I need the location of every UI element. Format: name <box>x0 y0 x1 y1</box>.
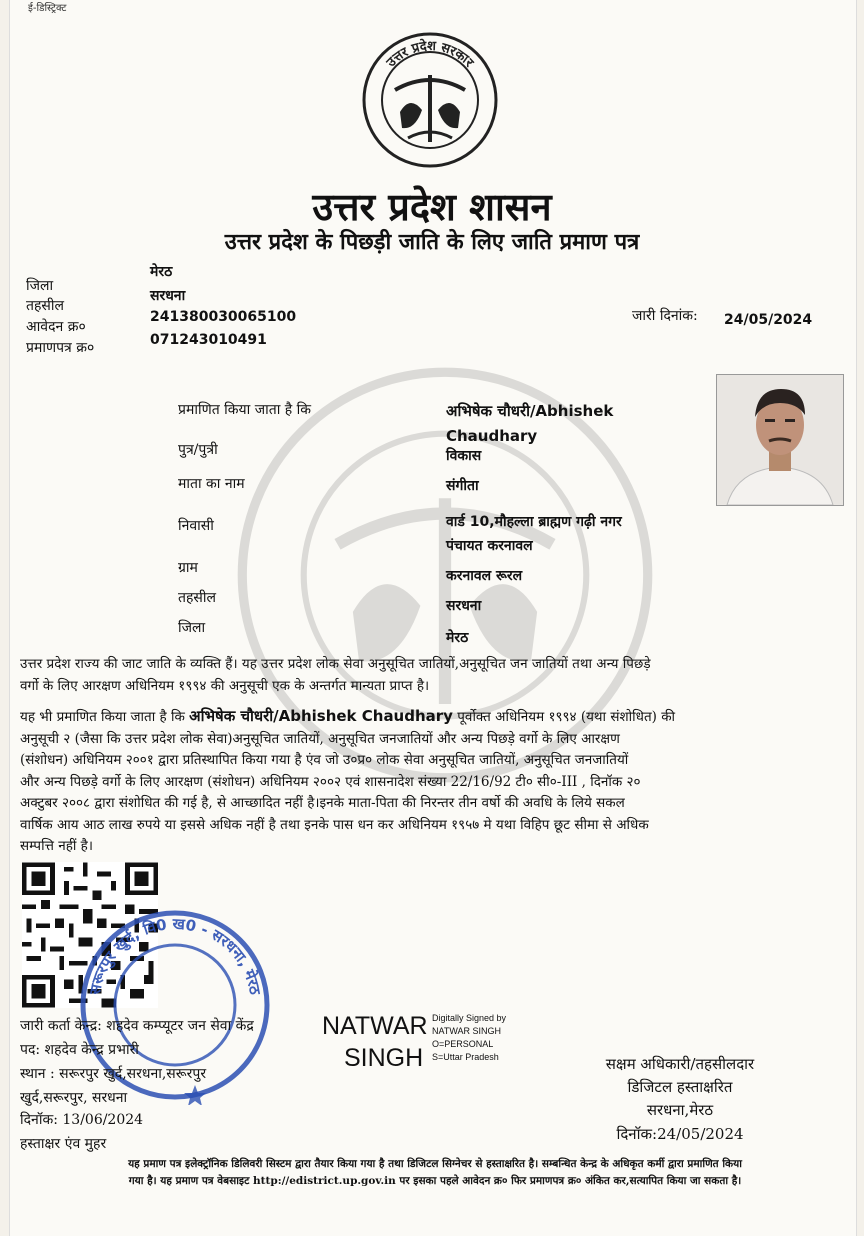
detail-tehsil-value: सरधना <box>446 598 482 614</box>
resident-label: निवासी <box>178 518 214 534</box>
issuer-date: दिनॉक: 13/06/2024 <box>20 1112 144 1128</box>
dsig-line-2: NATWAR SINGH <box>432 1026 501 1036</box>
para2-line-1 <box>20 706 846 729</box>
issue-date-value: 24/05/2024 <box>724 312 813 328</box>
digital-sign-name-1: NATWAR <box>322 1012 428 1040</box>
svg-text:सरूरपुर खुर्द, वि0 ख0 - सरधना, <box>86 915 265 997</box>
para2-line-5: अक्टुबर २००८ द्वारा संशोधित की गई है, से आच्छादित नहीं है।इनके माता-पिता की निरन्तर तीन वर्षो की अवधि के लिये सकल <box>20 795 625 811</box>
top-mark: ई-डिस्ट्रिक्ट <box>28 3 67 14</box>
detail-tehsil-label: तहसील <box>178 590 216 606</box>
authority-title: सक्षम अधिकारी/तहसीलदार <box>605 1055 755 1073</box>
digital-sign-name-2: SINGH <box>344 1044 424 1072</box>
caste-line-1: उत्तर प्रदेश राज्य की जाट जाति के व्यक्ति हैं। यह उत्तर प्रदेश लोक सेवा अनुसूचित जातियों,अनुसूचित जन जातियों तथा अन्य पिछड़े <box>20 656 651 672</box>
intro-label: प्रमाणित किया जाता है कि <box>178 402 312 418</box>
caste-line-2: वर्गो के लिए आरक्षण अधिनियम १९९४ की अनुसूची एक के अन्तर्गत मान्यता प्राप्त है। <box>20 677 430 694</box>
caste-paragraph <box>20 654 846 697</box>
mother-label: माता का नाम <box>178 476 245 492</box>
application-value: 241380030065100 <box>150 309 297 325</box>
applicant-photo <box>716 374 844 506</box>
footer-line-1: यह प्रमाण पत्र इलेक्ट्रॉनिक डिलिवरी सिस्टम द्वारा तैयार किया गया है तथा डिजिटल सिग्नेचर से हस्ताक्षरित है। सम्बन्धित केन्द्र के अधिकृत कर्मी द्वारा प्रमाणित किया <box>128 1158 742 1170</box>
para2-name: अभिषेक चौधरी/Abhishek Chaudhary <box>189 707 453 725</box>
certificate-label: प्रमाणपत्र क्र० <box>26 340 95 356</box>
issue-date-label: जारी दिनांक: <box>632 308 698 324</box>
mother-value: संगीता <box>446 478 479 494</box>
creamy-layer-paragraph <box>20 706 846 858</box>
village-label: ग्राम <box>178 560 198 576</box>
certificate-value: 071243010491 <box>150 332 267 348</box>
father-label: पुत्र/पुत्री <box>178 442 218 458</box>
issuer-sign: हस्ताक्षर एंव मुहर <box>20 1136 107 1152</box>
para2-line-7: सम्पत्ति नहीं है। <box>20 838 93 854</box>
dsig-line-4: S=Uttar Pradesh <box>432 1052 499 1062</box>
authority-place: सरधना,मेरठ <box>646 1101 714 1119</box>
dsig-line-3: O=PERSONAL <box>432 1039 494 1049</box>
issuer-place-2: खुर्द,सरूरपुर, सरधना <box>20 1090 128 1106</box>
name-value: अभिषेक चौधरी/Abhishek Chaudhary <box>446 402 614 445</box>
emblem-text: उत्तर प्रदेश सरकार <box>383 38 477 71</box>
para2-line-3: (संशोधन) अधिनियम २००१ द्वारा प्रतिस्थापित किया गया है एंव जो उ०प्र० लोक सेवा अनुसूचित जातियों, अनुसूचित जनजातियों <box>20 752 629 768</box>
authority-date: दिनॉक:24/05/2024 <box>616 1125 744 1143</box>
district-value: मेरठ <box>150 264 173 280</box>
up-emblem-icon <box>360 30 500 170</box>
detail-district-value: मेरठ <box>446 630 469 646</box>
para2-line1-post: पूर्वोक्त अधिनियम १९९४ (यथा संशोधित) की <box>457 709 676 725</box>
resident-value-2: पंचायत करनावल <box>446 538 533 554</box>
para2-line-6: वार्षिक आय आठ लाख रुपये या इससे अधिक नहीं है तथा इनके पास धन कर अधिनियम १९५७ मे यथा विहिप छूट सीमा से अधिक <box>20 816 649 833</box>
authority-sign: डिजिटल हस्ताक्षरित <box>627 1078 733 1096</box>
para2-line-4: और अन्य पिछड़े वर्गो के लिए आरक्षण (संशोधन) अधिनियम २००२ एवं शासनादेश संख्या 22/16/92 टी० सी०-III , दिनॉक २० <box>20 773 641 790</box>
footer-note <box>40 1156 830 1190</box>
tehsil-value: सरधना <box>150 288 186 304</box>
page-subtitle: उत्तर प्रदेश के पिछड़ी जाति के लिए जाति प्रमाण पत्र <box>224 229 640 255</box>
tehsil-label: तहसील <box>26 298 64 314</box>
para2-line1-pre: यह भी प्रमाणित किया जाता है कि <box>20 709 185 725</box>
dsig-line-1: Digitally Signed by <box>432 1013 507 1023</box>
footer-line-2: गया है। यह प्रमाण पत्र वेबसाइट http://edistrict.up.gov.in पर इसका पहले आवेदन क्र० फिर प्रमाणपत्र क्र० अंकित कर,सत्यापित किया जा सकता है। <box>128 1175 742 1187</box>
page-title: उत्तर प्रदेश शासन <box>312 184 552 229</box>
application-label: आवेदन क्र० <box>26 319 86 335</box>
father-value: विकास <box>446 448 482 464</box>
district-label: जिला <box>26 278 54 294</box>
issuer-centre: जारी कर्ता केन्द्र: शहदेव कम्प्यूटर जन सेवा केंद्र <box>20 1018 254 1034</box>
issuer-post: पद: शहदेव केन्द्र प्रभारी <box>20 1042 139 1058</box>
village-value: करनावल रूरल <box>446 568 523 584</box>
digital-sign-details <box>432 1012 506 1064</box>
issuer-place: स्थान : सरूरपुर खुर्द,सरधना,सरूरपुर <box>20 1066 207 1082</box>
detail-district-label: जिला <box>178 620 206 636</box>
stamp-text: सरूरपुर खुर्द, वि0 ख0 - सरधना, मेरठ <box>85 914 265 997</box>
person-photo-icon <box>717 375 843 505</box>
para2-line-2: अनुसूची २ (जैसा कि उत्तर प्रदेश लोक सेवा)अनुसूचित जातियों, अनुसूचित जनजातियों और अन्य पिछड़े वर्गो के लिए आरक्षण <box>20 730 620 747</box>
resident-value-1: वार्ड 10,मौहल्ला ब्राह्मण गढ़ी नगर <box>446 514 622 530</box>
